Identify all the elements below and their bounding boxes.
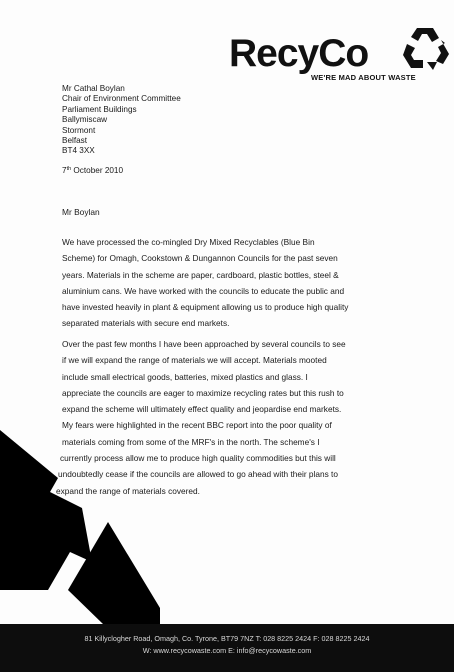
address-line: Stormont [62, 125, 96, 135]
date-day: 7 [62, 166, 67, 175]
body-line: Scheme) for Omagh, Cookstown & Dungannon Councils for the past seven [62, 253, 338, 264]
logo-wordmark: RecyCo [229, 32, 369, 75]
body-line: if we will expand the range of materials we will accept. Materials mooted [62, 355, 327, 366]
address-line: Ballymiscaw [62, 115, 108, 125]
footer-web-email: W: www.recycowaste.com E: info@recycowaste.com [142, 646, 312, 655]
watermark-recycle-arrow [0, 430, 160, 625]
body-line: have invested heavily in plant & equipment allowing us to produce high quality [62, 302, 349, 313]
body-line: expand the range of materials covered. [56, 485, 200, 496]
logo-tagline: WE'RE MAD ABOUT WASTE [311, 73, 416, 82]
body-line: appreciate the councils are eager to maximize recycling rates but this rush to [62, 387, 344, 398]
body-line: undoubtedly cease if the councils are allowed to go ahead with their plans to [58, 469, 338, 480]
body-line: separated materials with secure end markets. [62, 318, 230, 329]
recycle-icon [403, 24, 449, 72]
body-line: aluminium cans. We have worked with the councils to educate the public and [62, 285, 345, 296]
footer-address-phone: 81 Killyclogher Road, Omagh, Co. Tyrone, BT79 7NZ T: 028 8225 2424 F: 028 8225 2424 [84, 634, 370, 643]
body-line: expand the scheme will ultimately effect quality and jeopardise end markets. [62, 404, 342, 415]
address-line: BT4 3XX [62, 146, 95, 156]
body-line: My fears were highlighted in the recent BBC report into the poor quality of [62, 420, 332, 431]
address-line: Mr Cathal Boylan [62, 84, 125, 93]
body-line: We have processed the co-mingled Dry Mixed Recyclables (Blue Bin [62, 237, 315, 247]
body-line: materials coming from some of the MRF's in the north. The scheme's I [62, 436, 320, 447]
date-month-year: October 2010 [71, 166, 124, 175]
body-line: Over the past few months I have been approached by several councils to see [62, 339, 346, 349]
recipient-address [62, 84, 181, 157]
date-suffix: th [66, 166, 72, 172]
body-line: years. Materials in the scheme are paper, cardboard, plastic bottles, steel & [62, 269, 339, 280]
body-line: currently process allow me to produce high quality commodities but this will [60, 453, 336, 464]
letter-date [62, 166, 123, 175]
address-line: Chair of Environment Committee [62, 94, 181, 104]
body-line: include small electrical goods, batteries, mixed plastics and glass. I [62, 371, 308, 382]
company-logo [229, 20, 451, 90]
salutation: Mr Boylan [62, 207, 100, 217]
body-paragraph-1 [62, 234, 348, 332]
address-line: Belfast [62, 136, 88, 146]
letter-footer [0, 624, 454, 672]
address-line: Parliament Buildings [62, 104, 137, 114]
